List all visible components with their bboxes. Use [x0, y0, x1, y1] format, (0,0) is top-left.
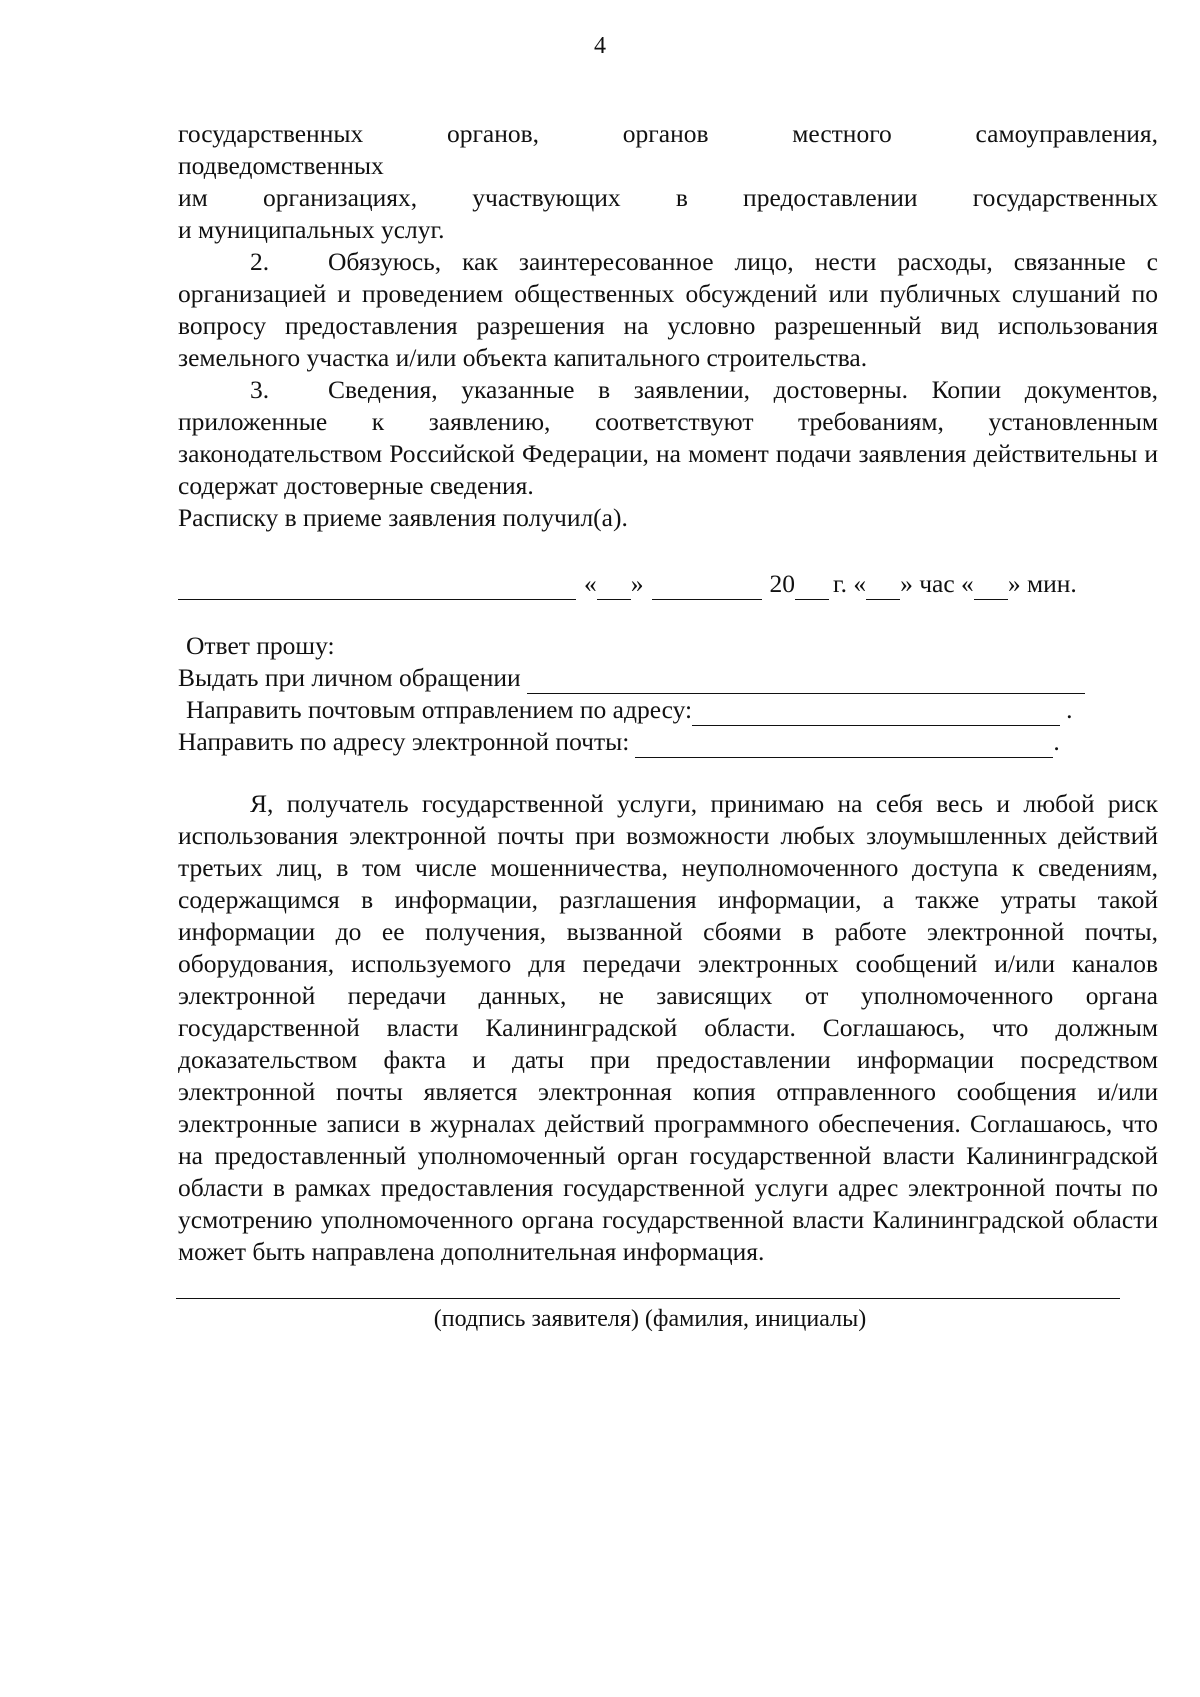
answer-option-post	[178, 694, 1158, 726]
signature-caption: (подпись заявителя) (фамилия, инициалы)	[433, 1306, 867, 1332]
receipt-signature-blank[interactable]	[178, 575, 576, 600]
receipt-date-row	[178, 568, 1158, 600]
page-number: 4	[594, 33, 606, 59]
item-2	[178, 246, 1158, 374]
document-body	[178, 118, 1158, 1335]
day-close-quote: »	[630, 569, 644, 598]
item-3	[178, 374, 1158, 502]
consent-paragraph: Я, получатель государственной услуги, принимаю на себя весь и любой риск использования электронной почты при возможности любых злоумышленных действий третьих лиц, в том числе мошенничества, неуполномоченного доступа к сведениям, содержащимся в информации, разглашения информации, а также утраты такой информации до ее получения, вызванной сбоями в работе электронной почты, оборудования, используемого для передачи электронных сообщений и/или каналов электронной передачи данных, не зависящих от уполномоченного органа государственной власти Калининградской области. Соглашаюсь, что должным доказательством факта и даты при предоставлении информации посредством электронной почты является электронная копия отправленного сообщения и/или электронные записи в журналах действий программного обеспечения. Соглашаюсь, что на предоставленный уполномоченный орган государственной власти Калининградской области в рамках предоставления государственной услуги адрес электронной почты по усмотрению уполномоченного органа государственной власти Калининградской области может быть направлена дополнительная информация.	[178, 789, 1158, 1266]
answer-option-email	[178, 726, 1158, 758]
item-3-number: 3.	[250, 375, 270, 404]
hour-label: » час «	[900, 569, 974, 598]
day-blank[interactable]	[597, 575, 631, 600]
answer-option-personal-label: Выдать при личном обращении	[178, 663, 521, 692]
answer-heading: Ответ прошу:	[186, 631, 335, 660]
answer-option-email-label: Направить по адресу электронной почты:	[178, 727, 630, 756]
item-2-number: 2.	[250, 247, 270, 276]
answer-option-personal-field[interactable]	[527, 669, 1085, 694]
item-3-text: Сведения, указанные в заявлении, достоверны. Копии документов, приложенные к заявлению, соответствуют требованиям, установленным законодательством Российской Федерации, на момент подачи заявления действительны и содержат достоверные сведения.	[178, 375, 1158, 500]
month-blank[interactable]	[652, 575, 762, 600]
item-2-text: Обязуюсь, как заинтересованное лицо, нести расходы, связанные с организацией и проведением общественных обсуждений или публичных слушаний по вопросу предоставления разрешения на условно разрешенный вид использования земельного участка и/или объекта капитального строительства.	[178, 247, 1158, 372]
signature-line[interactable]	[176, 1298, 1120, 1299]
year-prefix: 20	[769, 569, 795, 598]
day-open-quote: «	[584, 569, 597, 598]
minute-blank[interactable]	[974, 575, 1008, 600]
intro-line-1: государственных органов, органов местного самоуправления,	[178, 119, 1158, 148]
answer-option-email-end: .	[1053, 727, 1060, 756]
answer-option-email-field[interactable]	[635, 733, 1053, 758]
year-suffix: г. «	[833, 569, 867, 598]
receipt-text: Расписку в приеме заявления получил(а).	[178, 503, 628, 532]
intro-line-4: и муниципальных услуг.	[178, 215, 445, 244]
answer-option-post-end: .	[1066, 695, 1073, 724]
answer-option-personal	[178, 662, 1158, 694]
hour-blank[interactable]	[866, 575, 900, 600]
year-blank[interactable]	[795, 575, 829, 600]
answer-option-post-label: Направить почтовым отправлением по адресу:	[186, 695, 693, 724]
minute-label: » мин.	[1007, 569, 1077, 598]
answer-option-post-field[interactable]	[692, 701, 1060, 726]
intro-line-2: подведомственных	[178, 151, 384, 180]
intro-line-3: им организациях, участвующих в предоставлении государственных	[178, 183, 1158, 212]
